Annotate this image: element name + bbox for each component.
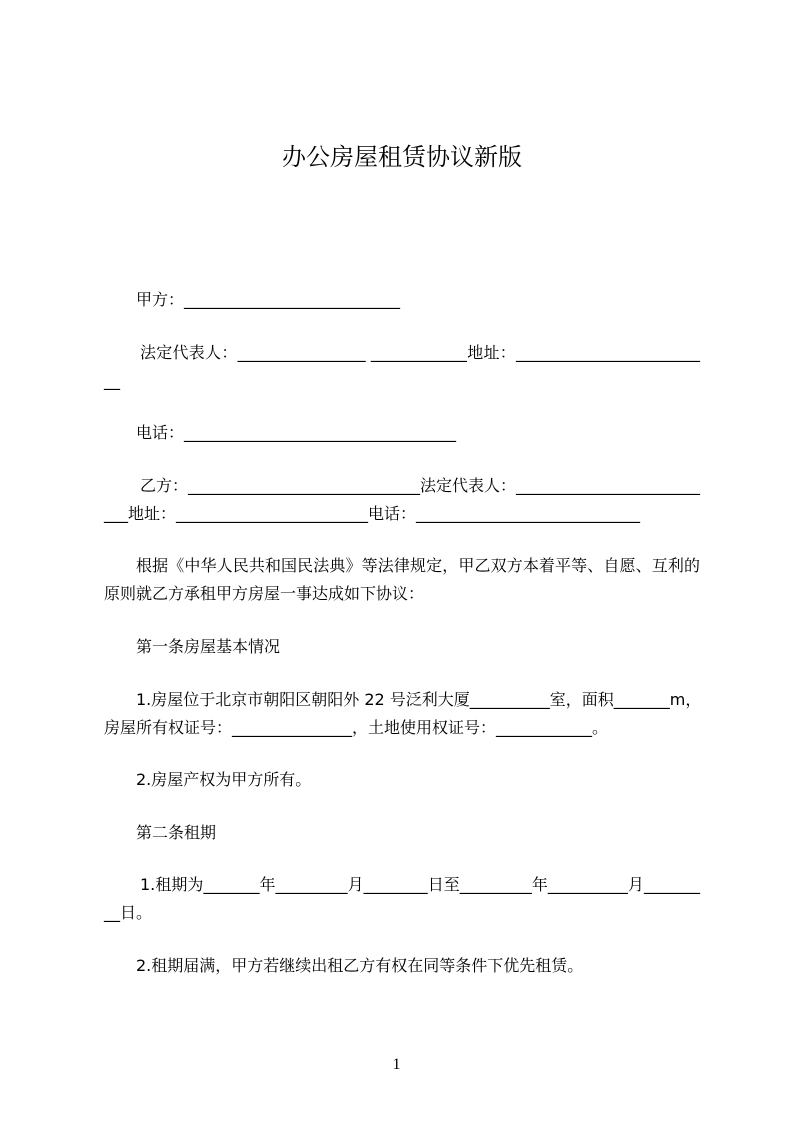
article-2-clause-1 <box>104 871 700 927</box>
party-a-representative-address-field: 法定代表人：________________ ____________地址：_______________________ <box>140 342 700 362</box>
article-2-clause-2 <box>104 952 700 980</box>
party-a-address-continuation: __ <box>104 370 120 390</box>
article-heading-text: 第一条房屋基本情况 <box>136 636 281 656</box>
preamble-line: 原则就乙方承租甲方房屋一事达成如下协议： <box>104 584 425 604</box>
article-1-clause-2 <box>104 766 700 794</box>
party-b-paragraph <box>104 472 700 528</box>
article-2-heading <box>104 819 700 847</box>
page-number: 1 <box>392 1056 401 1073</box>
party-a-phone-field: 电话：__________________________________ <box>136 423 457 443</box>
party-a-name-field: 甲方：___________________________ <box>136 290 401 309</box>
clause-line: 2.租期届满，甲方若继续出租乙方有权在同等条件下优先租赁。 <box>136 955 584 975</box>
party-a-representative-paragraph <box>104 339 700 395</box>
clause-line: __日。 <box>104 903 153 923</box>
party-a-paragraph <box>104 286 700 314</box>
clause-line: 房屋所有权证号：_______________，土地使用权证号：____________。 <box>104 717 609 737</box>
clause-line: 2.房屋产权为甲方所有。 <box>136 770 312 790</box>
article-heading-text: 第二条租期 <box>136 822 217 842</box>
preamble-paragraph <box>104 552 700 608</box>
document-body <box>104 286 700 980</box>
document-title: 办公房屋租赁协议新版 <box>282 143 522 171</box>
clause-line: 1.租期为_______年_________月________日至_________年__________月_______ <box>140 875 700 895</box>
preamble-line: 根据《中华人民共和国民法典》等法律规定，甲乙双方本着平等、自愿、互利的 <box>136 556 700 576</box>
party-b-name-representative-field: 乙方：_____________________________法定代表人：_______________________ <box>140 475 701 495</box>
party-a-phone-paragraph <box>104 419 700 447</box>
clause-line: 1.房屋位于北京市朝阳区朝阳外 22 号泛利大厦__________室，面积_______m， <box>136 689 702 709</box>
article-1-clause-1 <box>104 686 700 742</box>
article-1-heading <box>104 633 700 661</box>
party-b-address-phone-field: ___地址：________________________电话：____________________________ <box>104 503 641 523</box>
